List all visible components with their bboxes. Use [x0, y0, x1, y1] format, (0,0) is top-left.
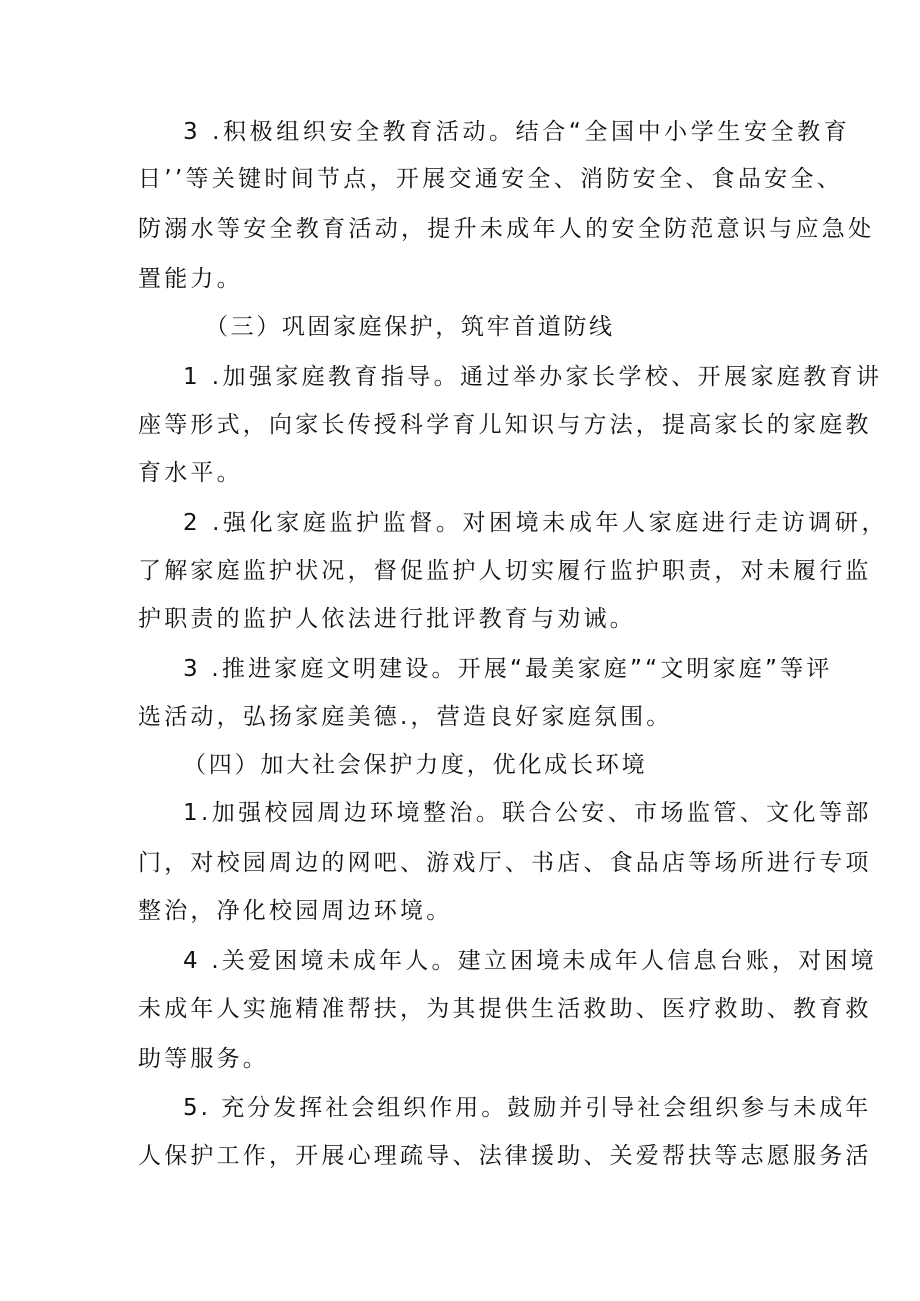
- text-line: 整治，净化校园周边环境。: [138, 898, 453, 924]
- text-line: 选活动，弘扬家庭美德.，营造良好家庭氛围。: [138, 704, 673, 730]
- text-line: 育水平。: [138, 460, 243, 486]
- text-line: 未成年人实施精准帮扶，为其提供生活救助、医疗救助、教育救: [138, 996, 872, 1022]
- text-line: 4 .关爱困境未成年人。建立困境未成年人信息台账，对困境: [183, 948, 877, 974]
- text-line: 1 .加强家庭教育指导。通过举办家长学校、开展家庭教育讲: [183, 364, 883, 390]
- text-line: 助等服务。: [138, 1046, 269, 1072]
- text-line: 5. 充分发挥社会组织作用。鼓励并引导社会组织参与未成年: [183, 1095, 872, 1121]
- text-line: 护职责的监护人依法进行批评教育与劝诫。: [138, 606, 636, 632]
- text-line: 3 .积极组织安全教育活动。结合“全国中小学生安全教育: [183, 119, 851, 145]
- text-line: 门，对校园周边的网吧、游戏厅、书店、食品店等场所进行专项: [138, 850, 872, 876]
- text-line: 日’’等关键时间节点，开展交通安全、消防安全、食品安全、: [138, 166, 844, 192]
- section-heading: （三）巩固家庭保护，筑牢首道防线: [205, 314, 615, 340]
- text-line: 座等形式，向家长传授科学育儿知识与方法，提高家长的家庭教: [138, 412, 872, 438]
- text-line: 了解家庭监护状况，督促监护人切实履行监护职责，对未履行监: [138, 558, 872, 584]
- text-line: 1.加强校园周边环境整治。联合公安、市场监管、文化等部: [183, 800, 872, 826]
- text-line: 3 .推进家庭文明建设。开展“最美家庭”“文明家庭”等评: [183, 656, 833, 682]
- text-line: 2 .强化家庭监护监督。对困境未成年人家庭进行走访调研，: [183, 510, 889, 536]
- section-heading: （四）加大社会保护力度，优化成长环境: [183, 752, 648, 778]
- text-line: 人保护工作，开展心理疏导、法律援助、关爱帮扶等志愿服务活: [138, 1143, 872, 1169]
- text-line: 防溺水等安全教育活动，提升未成年人的安全防范意识与应急处: [138, 216, 875, 242]
- text-line: 置能力。: [138, 266, 243, 292]
